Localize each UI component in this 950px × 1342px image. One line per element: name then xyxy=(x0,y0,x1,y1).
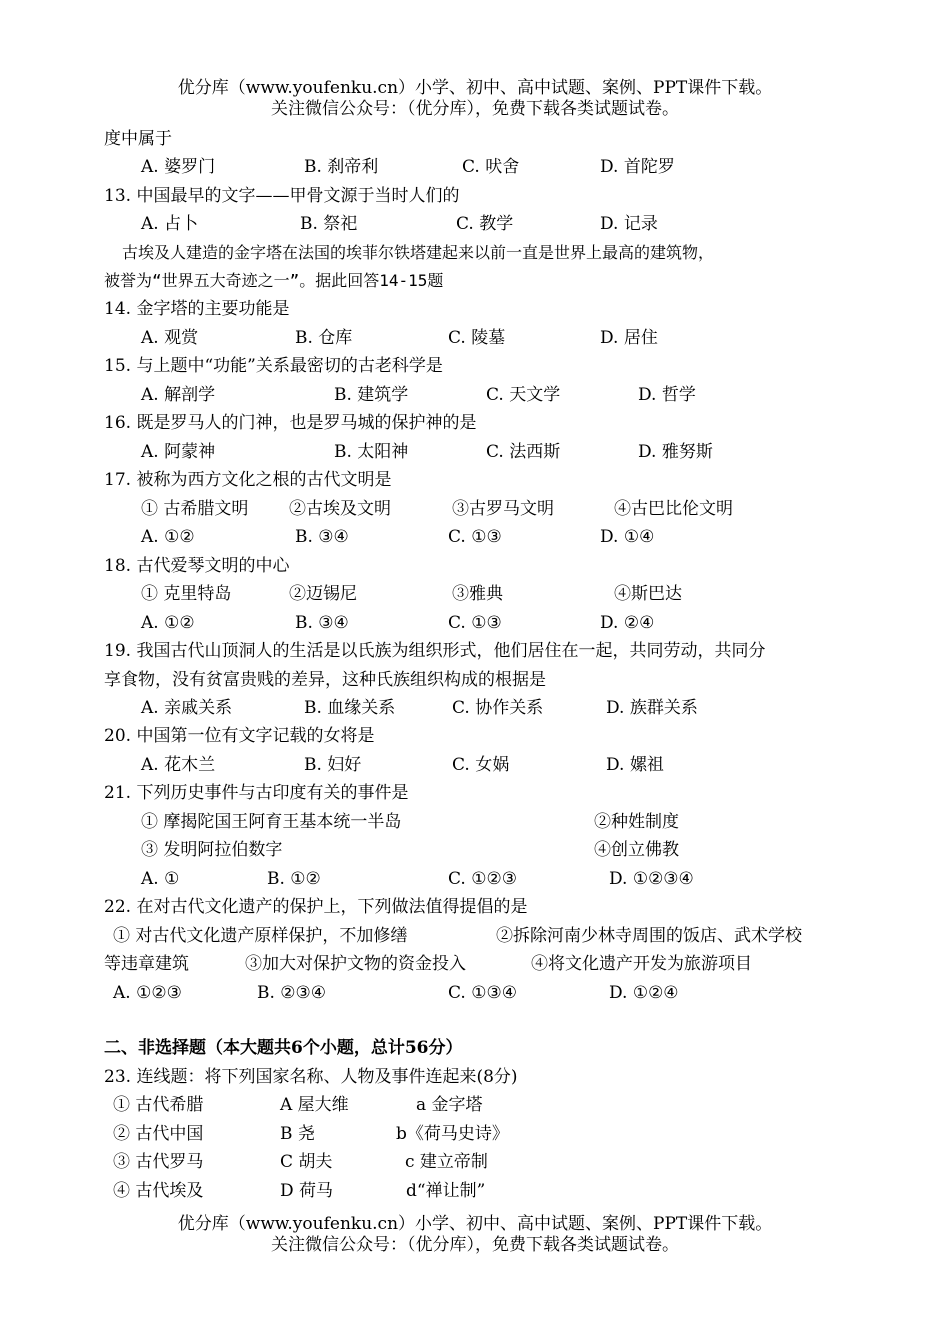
q18-item-4: ④斯巴达 xyxy=(614,584,682,604)
q14-option-c: C. 陵墓 xyxy=(448,328,506,348)
q15-stem: 15. 与上题中“功能”关系最密切的古老科学是 xyxy=(104,356,443,376)
q13-option-d: D. 记录 xyxy=(600,214,658,234)
q17-option-d: D. ①④ xyxy=(600,527,655,547)
q13-option-c: C. 教学 xyxy=(456,214,514,234)
header-line-2: 关注微信公众号：（优分库），免费下载各类试题试卷。 xyxy=(271,99,679,119)
q18-item-1: ① 克里特岛 xyxy=(141,584,232,604)
q23-event-3: c 建立帝制 xyxy=(405,1152,488,1172)
q18-item-3: ③雅典 xyxy=(452,584,503,604)
q20-option-a: A. 花木兰 xyxy=(141,755,216,775)
q17-item-3: ③古罗马文明 xyxy=(452,499,554,519)
q16-option-a: A. 阿蒙神 xyxy=(141,442,216,462)
q17-option-a: A. ①② xyxy=(141,527,195,547)
q23-person-3: C 胡夫 xyxy=(280,1152,333,1172)
section-2-title: 二、非选择题（本大题共6个小题，总计56分） xyxy=(104,1038,463,1058)
q22-option-b: B. ②③④ xyxy=(257,983,327,1003)
q19-option-b: B. 血缘关系 xyxy=(304,698,396,718)
q21-item-3: ③ 发明阿拉伯数字 xyxy=(141,840,283,860)
q12-stem-continuation: 度中属于 xyxy=(104,129,172,149)
q22-option-d: D. ①②④ xyxy=(609,983,679,1003)
q15-option-c: C. 天文学 xyxy=(486,385,561,405)
q20-option-c: C. 女娲 xyxy=(452,755,510,775)
q22-stem: 22. 在对古代文化遗产的保护上，下列做法值得提倡的是 xyxy=(104,897,528,917)
q19-stem-line-1: 19. 我国古代山顶洞人的生活是以氏族为组织形式，他们居住在一起，共同劳动，共同分 xyxy=(104,641,766,661)
q23-country-3: ③ 古代罗马 xyxy=(113,1152,204,1172)
q21-stem: 21. 下列历史事件与古印度有关的事件是 xyxy=(104,783,409,803)
q18-option-d: D. ②④ xyxy=(600,613,655,633)
header-line-1: 优分库（www.youfenku.cn）小学、初中、高中试题、案例、PPT课件下载。 xyxy=(177,78,773,98)
q22-item-2-continued: 等违章建筑 xyxy=(104,954,189,974)
q21-option-a: A. ① xyxy=(141,869,180,889)
q18-option-a: A. ①② xyxy=(141,613,195,633)
q17-option-c: C. ①③ xyxy=(448,527,502,547)
q16-option-b: B. 太阳神 xyxy=(334,442,409,462)
q14-option-b: B. 仓库 xyxy=(295,328,353,348)
q18-item-2: ②迈锡尼 xyxy=(289,584,357,604)
q21-option-d: D. ①②③④ xyxy=(609,869,694,889)
q23-country-2: ② 古代中国 xyxy=(113,1124,204,1144)
footer-line-2: 关注微信公众号：（优分库），免费下载各类试题试卷。 xyxy=(271,1235,679,1255)
q18-option-c: C. ①③ xyxy=(448,613,502,633)
q15-option-a: A. 解剖学 xyxy=(141,385,216,405)
q16-stem: 16. 既是罗马人的门神，也是罗马城的保护神的是 xyxy=(104,413,477,433)
q14-stem: 14. 金字塔的主要功能是 xyxy=(104,299,290,319)
q15-option-d: D. 哲学 xyxy=(638,385,696,405)
q18-stem: 18. 古代爱琴文明的中心 xyxy=(104,556,290,576)
q21-item-4: ④创立佛教 xyxy=(594,840,679,860)
q22-option-a: A. ①②③ xyxy=(113,983,182,1003)
q13-option-a: A. 占卜 xyxy=(141,214,199,234)
q23-person-2: B 尧 xyxy=(280,1124,315,1144)
q19-option-a: A. 亲戚关系 xyxy=(141,698,233,718)
q12-option-b: B. 刹帝利 xyxy=(304,157,379,177)
q19-option-c: C. 协作关系 xyxy=(452,698,544,718)
q12-option-c: C. 吠舍 xyxy=(462,157,520,177)
q22-item-2: ②拆除河南少林寺周围的饭店、武术学校 xyxy=(496,926,802,946)
q21-item-1: ① 摩揭陀国王阿育王基本统一半岛 xyxy=(141,812,402,832)
q15-option-b: B. 建筑学 xyxy=(334,385,409,405)
q21-item-2: ②种姓制度 xyxy=(594,812,679,832)
q13-stem: 13. 中国最早的文字——甲骨文源于当时人们的 xyxy=(104,186,460,206)
q20-option-b: B. 妇好 xyxy=(304,755,362,775)
q17-option-b: B. ③④ xyxy=(295,527,349,547)
q22-item-4: ④将文化遗产开发为旅游项目 xyxy=(531,954,752,974)
q21-option-c: C. ①②③ xyxy=(448,869,517,889)
q18-option-b: B. ③④ xyxy=(295,613,349,633)
q23-event-4: d“禅让制” xyxy=(406,1181,486,1201)
q22-option-c: C. ①③④ xyxy=(448,983,517,1003)
q19-option-d: D. 族群关系 xyxy=(606,698,698,718)
q23-event-2: b《荷马史诗》 xyxy=(396,1124,509,1144)
footer-line-1: 优分库（www.youfenku.cn）小学、初中、高中试题、案例、PPT课件下载。 xyxy=(177,1214,773,1234)
q12-option-d: D. 首陀罗 xyxy=(600,157,675,177)
q14-option-d: D. 居住 xyxy=(600,328,658,348)
q16-option-d: D. 雅努斯 xyxy=(638,442,713,462)
q22-item-3: ③加大对保护文物的资金投入 xyxy=(245,954,466,974)
q17-item-4: ④古巴比伦文明 xyxy=(614,499,733,519)
q23-stem: 23. 连线题：将下列国家名称、人物及事件连起来(8分) xyxy=(104,1067,518,1087)
q23-country-1: ① 古代希腊 xyxy=(113,1095,204,1115)
q14-option-a: A. 观赏 xyxy=(141,328,199,348)
q22-item-1: ① 对古代文化遗产原样保护，不加修缮 xyxy=(113,926,408,946)
passage-line-2: 被誉为“世界五大奇迹之一”。据此回答14-15题 xyxy=(104,271,444,290)
q17-item-2: ②古埃及文明 xyxy=(289,499,391,519)
q12-option-a: A. 婆罗门 xyxy=(141,157,216,177)
q20-option-d: D. 嫘祖 xyxy=(606,755,664,775)
passage-line-1: 古埃及人建造的金字塔在法国的埃菲尔铁塔建起来以前一直是世界上最高的建筑物， xyxy=(122,243,715,262)
q19-stem-line-2: 享食物，没有贫富贵贱的差异，这种氏族组织构成的根据是 xyxy=(104,670,546,690)
q23-person-1: A 屋大维 xyxy=(280,1095,349,1115)
q23-event-1: a 金字塔 xyxy=(416,1095,483,1115)
q20-stem: 20. 中国第一位有文字记载的女将是 xyxy=(104,726,375,746)
q17-stem: 17. 被称为西方文化之根的古代文明是 xyxy=(104,470,392,490)
q13-option-b: B. 祭祀 xyxy=(300,214,358,234)
q16-option-c: C. 法西斯 xyxy=(486,442,561,462)
q23-country-4: ④ 古代埃及 xyxy=(113,1181,204,1201)
q21-option-b: B. ①② xyxy=(267,869,321,889)
q17-item-1: ① 古希腊文明 xyxy=(141,499,249,519)
q23-person-4: D 荷马 xyxy=(280,1181,334,1201)
